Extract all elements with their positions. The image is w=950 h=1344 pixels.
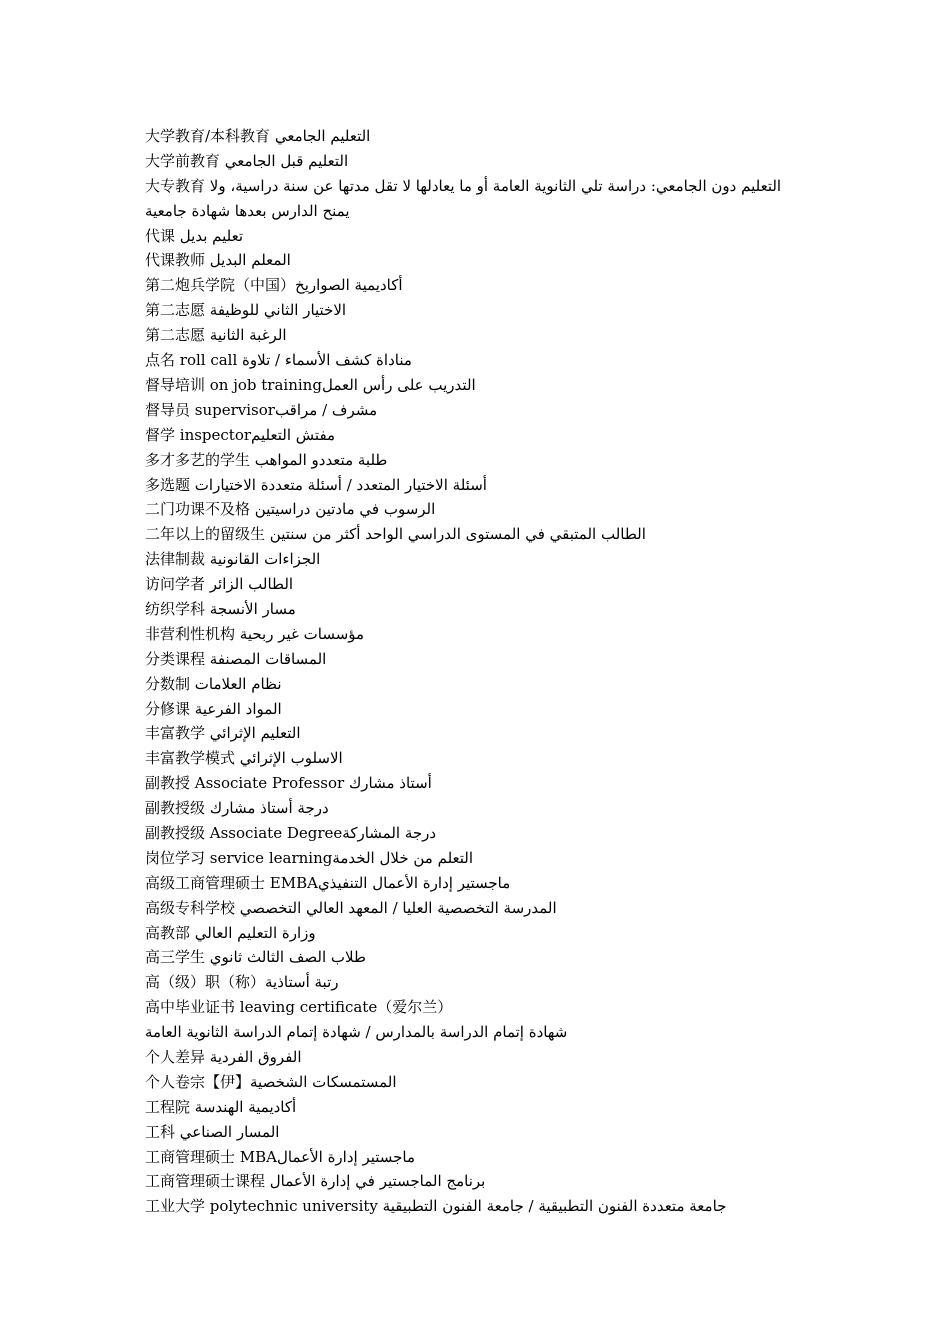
glossary-entry: 分类课程 المساقات المصنفة: [145, 649, 327, 668]
glossary-entry: 督导培训 on job trainingالتدريب على رأس العمل: [145, 375, 476, 394]
glossary-entry: 督学 inspectorمفتش التعليم: [145, 425, 336, 444]
glossary-entry: 高级专科学校 المدرسة التخصصية العليا / المعهد العالي التخصصي: [145, 898, 557, 917]
glossary-entry: 工科 المسار الصناعي: [145, 1122, 280, 1141]
glossary-entry: 分修课 المواد الفرعية: [145, 699, 282, 718]
glossary-entry: 二门功课不及格 الرسوب في مادتين دراسيتين: [145, 500, 436, 519]
glossary-entry: 高级工商管理硕士 EMBAماجستير إدارة الأعمال التنفيذي: [145, 873, 511, 892]
glossary-entry: 分数制 نظام العلامات: [145, 674, 282, 693]
glossary-entry: 工业大学 polytechnic university جامعة متعددة الفنون التطبيقية / جامعة الفنون التطبيقية: [145, 1197, 727, 1216]
glossary-entry: 个人卷宗【伊】المستمسكات الشخصية: [145, 1072, 397, 1091]
glossary-entry: 高三学生 طلاب الصف الثالث ثانوي: [145, 948, 366, 967]
glossary-entry: 访问学者 الطالب الزائر: [145, 575, 294, 594]
glossary-entry: 工商管理硕士课程 برنامج الماجستير في إدارة الأعمال: [145, 1172, 486, 1191]
glossary-entry: 高（级）职（称）رتبة أستاذية: [145, 973, 339, 992]
glossary-entry: 岗位学习 service learningالتعلم من خلال الخدمة: [145, 848, 474, 867]
glossary-entry: 法律制裁 الجزاءات القانونية: [145, 550, 321, 569]
glossary-entry: 多选题 أسئلة الاختيار المتعدد / أسئلة متعددة الاختيارات: [145, 475, 487, 494]
glossary-entry: 副教授级 Associate Degreeدرجة المشاركة: [145, 823, 437, 842]
glossary-entry: 丰富教学模式 الاسلوب الإثرائي: [145, 749, 343, 768]
glossary-entry: 副教授 Associate Professor أستاذ مشارك: [145, 774, 432, 793]
glossary-entry: 第二志愿 الرغبة الثانية: [145, 326, 287, 345]
document-body: [145, 124, 825, 1219]
glossary-entry: 点名 roll call مناداة كشف الأسماء / تلاوة: [145, 351, 412, 370]
glossary-entry: 督导员 supervisorمشرف / مراقب: [145, 400, 378, 419]
glossary-entry: 高中毕业证书 leaving certificate（爱尔兰）: [145, 998, 453, 1017]
glossary-entry: 非营利性机构 مؤسسات غير ربحية: [145, 624, 365, 643]
glossary-entry: 代课教师 المعلم البديل: [145, 251, 291, 270]
glossary-entry: شهادة إتمام الدراسة بالمدارس / شهادة إتمام الدراسة الثانوية العامة: [145, 1023, 568, 1042]
glossary-entry: 二年以上的留级生 الطالب المتبقي في المستوى الدراسي الواحد أكثر من سنتين: [145, 525, 646, 544]
glossary-entry: 代课 تعليم بديل: [145, 226, 244, 245]
glossary-entry: 丰富教学 التعليم الإثرائي: [145, 724, 301, 743]
glossary-entry: 纺织学科 مسار الأنسجة: [145, 599, 296, 618]
glossary-entry: 副教授级 درجة أستاذ مشارك: [145, 799, 329, 818]
glossary-entry: 工商管理硕士 MBAماجستير إدارة الأعمال: [145, 1147, 416, 1166]
glossary-entry: 第二志愿 الاختيار الثاني للوظيفة: [145, 301, 347, 320]
glossary-entry: 高教部 وزارة التعليم العالي: [145, 923, 316, 942]
glossary-entry: 个人差异 الفروق الفردية: [145, 1047, 302, 1066]
glossary-entry: 大学前教育 التعليم قبل الجامعي: [145, 151, 349, 170]
glossary-entry: 第二炮兵学院（中国）أكاديمية الصواريخ: [145, 276, 403, 295]
glossary-entry: 大专教育 التعليم دون الجامعي: دراسة تلي الثانوية العامة أو ما يعادلها لا تقل مدتها عن سنة دراسية، ولا يمنح الدارس بعدها شهادة جامعية: [145, 176, 782, 220]
glossary-entry: 大学教育/本科教育 التعليم الجامعي: [145, 127, 371, 145]
glossary-entry: 工程院 أكاديمية الهندسة: [145, 1097, 297, 1116]
glossary-entry: 多才多艺的学生 طلبة متعددو المواهب: [145, 450, 388, 469]
